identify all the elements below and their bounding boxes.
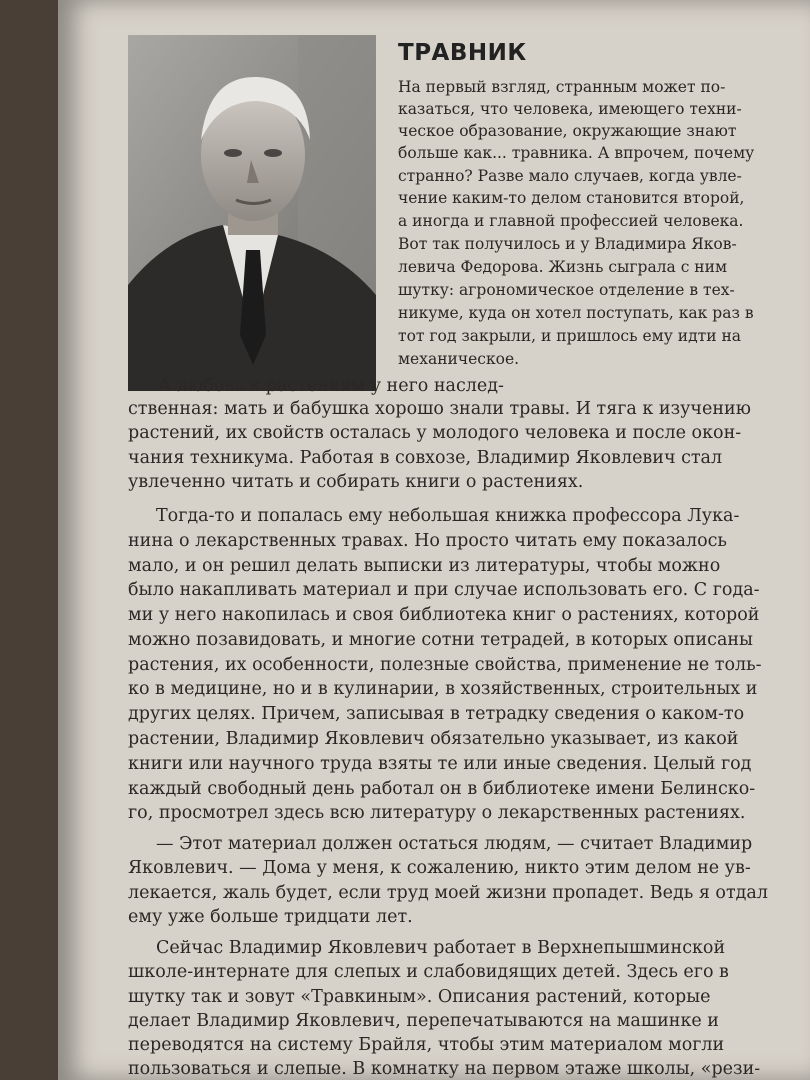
text-line: ми у него накопилась и своя библиотека книг о растениях, которой <box>128 605 760 625</box>
text-line: тот год закрыли, и пришлось ему идти на <box>398 327 742 345</box>
text-line: Сейчас Владимир Яковлевич работает в Верхнепышминской <box>156 938 726 958</box>
text-line: никуме, куда он хотел поступать, как раз в <box>398 304 754 322</box>
text-line: мало, и он решил делать выписки из литературы, чтобы можно <box>128 556 721 576</box>
text-line: пользоваться и слепые. В комнатку на первом этаже школы, «рези- <box>128 1059 761 1079</box>
text-line: а иногда и главной профессией человека. <box>398 212 744 230</box>
text-line: можно позавидовать, и многие сотни тетрадей, в которых описаны <box>128 630 753 650</box>
text-line: А любовь к растениям у него наслед- <box>158 376 504 396</box>
text-line: чания техникума. Работая в совхозе, Владимир Яковлевич стал <box>128 448 723 468</box>
text-line: — Этот материал должен остаться людям, — считает Владимир <box>156 834 753 854</box>
text-line: больше как... травника. А впрочем, почему <box>398 144 755 162</box>
text-line: книги или научного труда взяты те или иные сведения. Целый год <box>128 754 752 774</box>
book-page <box>58 0 810 1080</box>
text-line: школе-интернате для слепых и слабовидящих детей. Здесь его в <box>128 962 729 982</box>
portrait-illustration <box>128 35 376 391</box>
text-line: лекается, жаль будет, если труд моей жизни пропадет. Ведь я отдал <box>128 883 768 903</box>
text-line: растений, их свойств осталась у молодого человека и после окон- <box>128 423 742 443</box>
text-line: казаться, что человека, имеющего техни- <box>398 100 742 118</box>
text-line: переводятся на систему Брайля, чтобы этим материалом могли <box>128 1035 725 1055</box>
text-line: нина о лекарственных травах. Но просто читать ему показалось <box>128 531 727 551</box>
text-line: других целях. Причем, записывая в тетрадку сведения о каком-то <box>128 704 745 724</box>
text-line: было накапливать материал и при случае использовать его. С года- <box>128 580 760 600</box>
text-line: странно? Разве мало случаев, когда увле- <box>398 167 742 185</box>
text-line: Яковлевич. — Дома у меня, к сожалению, никто этим делом не ув- <box>128 858 751 878</box>
text-line: На первый взгляд, странным может по- <box>398 78 726 96</box>
article-title: ТРАВНИК <box>398 40 527 66</box>
text-line: растении, Владимир Яковлевич обязательно указывает, из какой <box>128 729 739 749</box>
text-line: Тогда-то и попалась ему небольшая книжка профессора Лука- <box>156 506 740 526</box>
text-line: увлеченно читать и собирать книги о растениях. <box>128 472 584 492</box>
text-line: ческое образование, окружающие знают <box>398 122 737 140</box>
text-line: растения, их особенности, полезные свойства, применение не толь- <box>128 655 762 675</box>
text-line: Вот так получилось и у Владимира Яков- <box>398 235 737 253</box>
text-line: шутку: агрономическое отделение в тех- <box>398 281 735 299</box>
portrait-photo <box>128 35 376 391</box>
text-line: шутку так и зовут «Травкиным». Описания растений, которые <box>128 987 711 1007</box>
text-line: ственная: мать и бабушка хорошо знали травы. И тяга к изучению <box>128 399 751 419</box>
text-line: го, просмотрел здесь всю литературу о лекарственных растениях. <box>128 803 746 823</box>
text-line: ко в медицине, но и в кулинарии, в хозяйственных, строительных и <box>128 679 758 699</box>
text-line: механическое. <box>398 350 520 368</box>
text-line: делает Владимир Яковлевич, перепечатываются на машинке и <box>128 1011 719 1031</box>
text-line: чение каким-то делом становится второй, <box>398 189 745 207</box>
text-line: ему уже больше тридцати лет. <box>128 907 413 927</box>
text-line: левича Федорова. Жизнь сыграла с ним <box>398 258 728 276</box>
text-line: каждый свободный день работал он в библиотеке имени Белинско- <box>128 779 756 799</box>
